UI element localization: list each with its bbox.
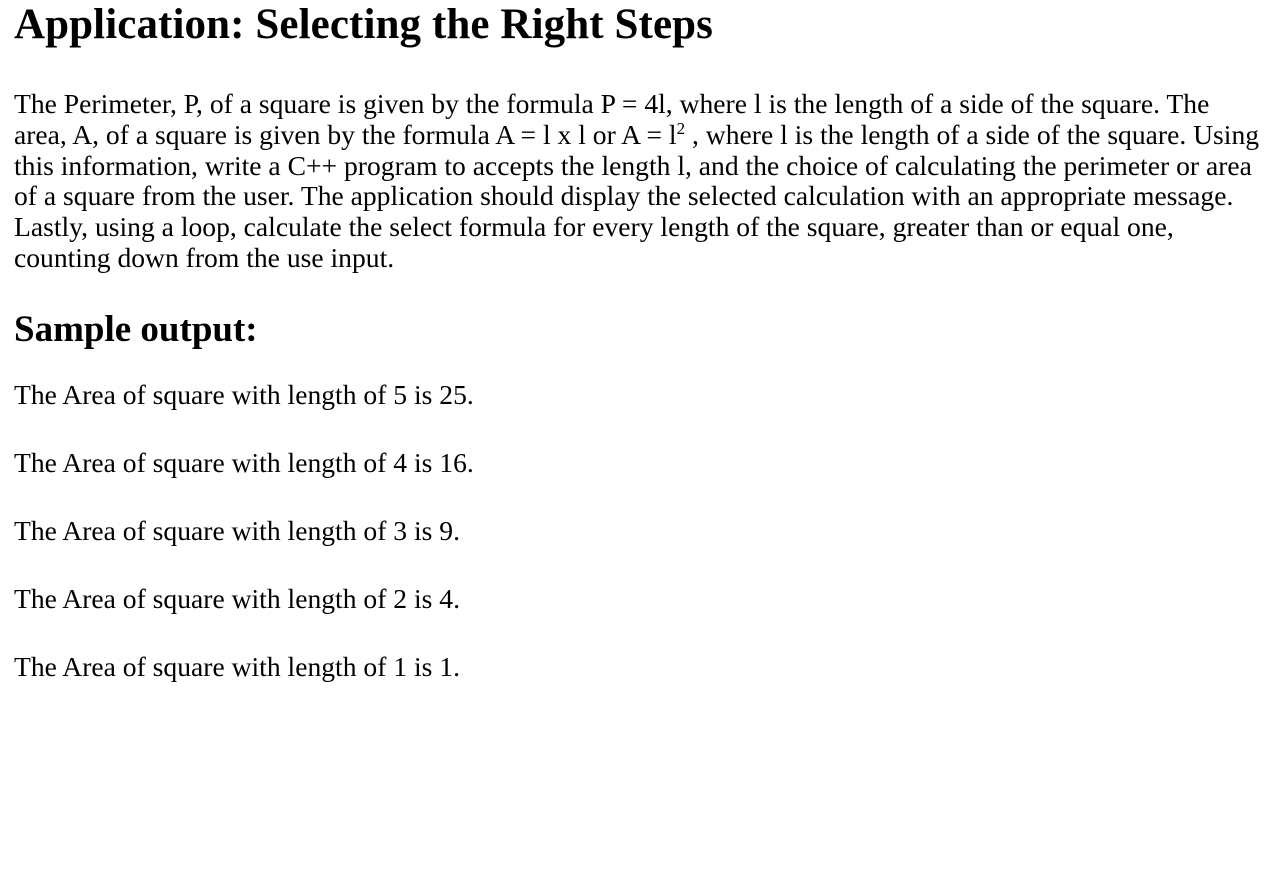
problem-description [14,89,1264,274]
exponent-superscript: 2 [676,118,686,138]
sample-output-line: The Area of square with length of 1 is 1. [14,650,460,682]
sample-output-line: The Area of square with length of 4 is 16. [14,446,474,478]
sample-output-line: The Area of square with length of 5 is 25. [14,378,474,410]
sample-output-list [14,380,1264,682]
sample-output-line: The Area of square with length of 2 is 4. [14,582,460,614]
sample-output-heading: Sample output: [14,308,258,350]
description-part-1: The Perimeter, P, of a square is given by the formula P = 4l, where l is the length of a side of the square. The area, A, of a square is given by the formula A = l x l or A = l [14,88,1210,150]
sample-output-line: The Area of square with length of 3 is 9. [14,514,460,546]
description-part-2: , where l is the length of a side of the square. Using this information, write a C++ program to accepts the length l, and the choice of calculating the perimeter or area of a square from the user. The application should display the selected calculation with an appropriate message. Lastly, using a loop, calculate the select formula for every length of the square, greater than or equal one, counting down from the use input. [14,118,1260,273]
page-title: Application: Selecting the Right Steps [14,1,713,48]
